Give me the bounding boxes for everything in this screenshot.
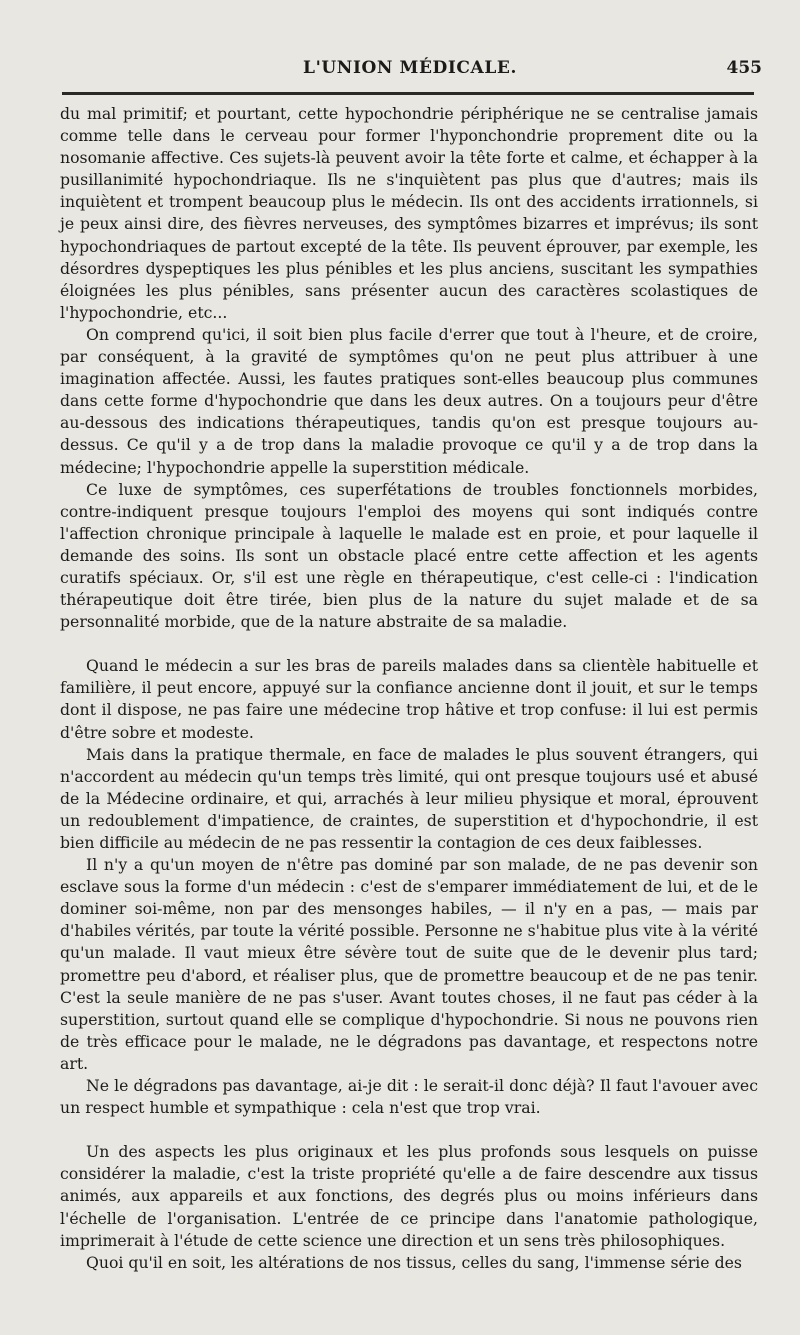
paragraph: Ce luxe de symptômes, ces superfétations de troubles fonctionnels morbides, contre-indiquent presque toujours l'emploi des moyens qui sont indiqués contre l'affection chronique principale à laquelle le malade est en proie, et pour laquelle il demande des soins. Ils sont un obstacle placé entre cette affection et les agents curatifs spéciaux. Or, s'il est une règle en thérapeutique, c'est celle-ci : l'indication thérapeutique doit être tirée, bien plus de la nature du sujet malade et de sa personnalité morbide, que de la nature abstraite de sa maladie. bbox=[60, 479, 758, 632]
header-rule bbox=[62, 92, 754, 95]
paragraph: On comprend qu'ici, il soit bien plus facile d'errer que tout à l'heure, et de croire, par conséquent, à la gravité de symptômes qu'on ne peut plus attribuer à une imagination affectée. Aussi, les fautes pratiques sont-elles beaucoup plus communes dans cette forme d'hypochondrie que dans les deux autres. On a toujours peur d'être au-dessous des indications thérapeutiques, tandis qu'on est presque toujours au-dessus. Ce qu'il y a de trop dans la maladie provoque ce qu'il y a de trop dans la médecine; l'hypochondrie appelle la superstition médicale. bbox=[60, 324, 758, 477]
page-number: 455 bbox=[726, 58, 762, 78]
page-header bbox=[58, 58, 762, 88]
paragraph: Un des aspects les plus originaux et les plus profonds sous lesquels on puisse considérer la maladie, c'est la triste propriété qu'elle a de faire descendre aux tissus animés, aux appareils et aux fonctions, des degrés plus ou moins inférieurs dans l'échelle de l'organisation. L'entrée de ce principe dans l'anatomie pathologique, imprimerait à l'étude de cette science une direction et un sens très philosophiques. bbox=[60, 1142, 758, 1250]
paragraph: du mal primitif; et pourtant, cette hypochondrie périphérique ne se centralise jamais comme telle dans le cerveau pour former l'hyponchondrie proprement dite ou la nosomanie affective. Ces sujets-là peuvent avoir la tête forte et calme, et échapper à la pusillanimité hypochondriaque. Ils ne s'inquiètent pas plus que d'autres; mais ils inquiètent et trompent beaucoup plus le médecin. Ils ont des accidents irrationnels, si je peux ainsi dire, des fièvres nerveuses, des symptômes bizarres et imprévus; ils sont hypochondriaques de partout excepté de la tête. Ils peuvent éprouver, par exemple, les désordres dyspeptiques les plus pénibles et les plus anciens, suscitant les sympathies éloignées les plus pénibles, sans présenter aucun des caractères scolastiques de l'hypochondrie, etc... bbox=[60, 104, 758, 322]
paragraph: Ne le dégradons pas davantage, ai-je dit : le serait-il donc déjà? Il faut l'avouer avec un respect humble et sympathique : cela n'est que trop vrai. bbox=[60, 1076, 758, 1118]
running-title: L'UNION MÉDICALE. bbox=[303, 58, 517, 78]
paragraph: Quand le médecin a sur les bras de pareils malades dans sa clientèle habituelle et familière, il peut encore, appuyé sur la confiance ancienne dont il jouit, et sur le temps dont il dispose, ne pas faire une médecine trop hâtive et trop confuse: il lui est permis d'être sobre et modeste. bbox=[60, 656, 758, 742]
paragraph: Mais dans la pratique thermale, en face de malades le plus souvent étrangers, qui n'accordent au médecin qu'un temps très limité, qui ont presque toujours usé et abusé de la Médecine ordinaire, et qui, arrachés à leur milieu physique et moral, éprouvent un redoublement d'impatience, de craintes, de superstition et d'hypochondrie, il est bien difficile au médecin de ne pas ressentir la contagion de ces deux faiblesses. bbox=[60, 744, 758, 852]
paragraph: Quoi qu'il en soit, les altérations de nos tissus, celles du sang, l'immense série des bbox=[86, 1252, 742, 1272]
body-text bbox=[60, 103, 758, 1274]
paragraph: Il n'y a qu'un moyen de n'être pas dominé par son malade, de ne pas devenir son esclave sous la forme d'un médecin : c'est de s'emparer immédiatement de lui, et de le dominer soi-même, non par des mensonges habiles, — il n'y en a pas, — mais par d'habiles vérités, par toute la vérité possible. Personne ne s'habitue plus vite à la vérité qu'un malade. Il vaut mieux être sévère tout de suite que de le devenir plus tard; promettre peu d'abord, et réaliser plus, que de promettre beaucoup et de ne pas tenir. C'est la seule manière de ne pas s'user. Avant toutes choses, il ne faut pas céder à la superstition, surtout quand elle se complique d'hypochondrie. Si nous ne pouvons rien de très efficace pour le malade, ne le dégradons pas davantage, et respectons notre art. bbox=[60, 855, 758, 1073]
